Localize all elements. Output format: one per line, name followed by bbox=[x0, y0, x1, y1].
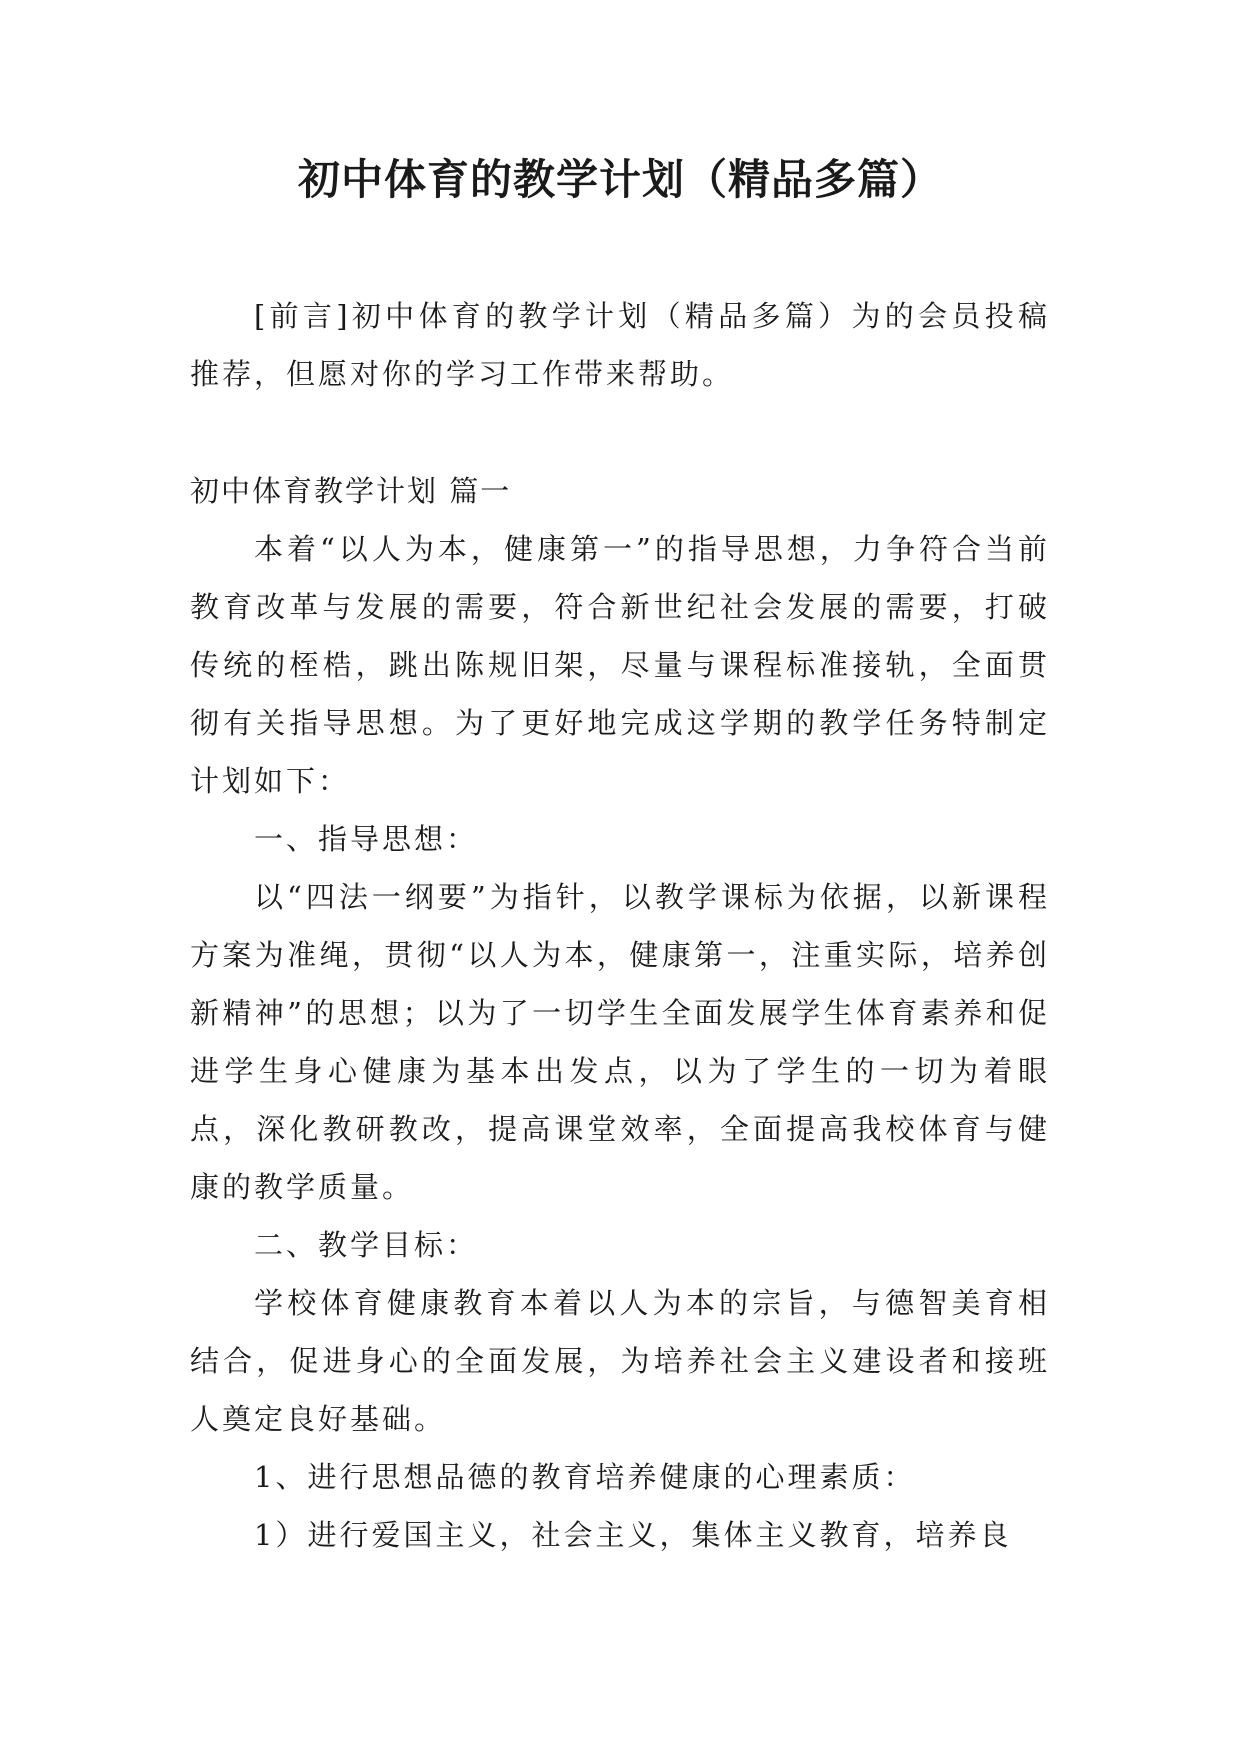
section-body bbox=[190, 520, 1050, 1564]
list-item-1: 1、进行思想品德的教育培养健康的心理素质： bbox=[254, 1460, 916, 1494]
list-item-1-1: 1）进行爱国主义，社会主义，集体主义教育，培养良 bbox=[254, 1518, 1012, 1552]
heading-teaching-goals: 二、教学目标： bbox=[254, 1228, 479, 1262]
heading-guiding-ideology: 一、指导思想： bbox=[254, 822, 479, 856]
paragraph-guiding-ideology: 以“四法一纲要”为指针，以教学课标为依据，以新课程方案为准绳，贯彻“以人为本，健康第一，注重实际，培养创新精神”的思想；以为了一切学生全面发展学生体育素养和促进学生身心健康为基本出发点，以为了学生的一切为着眼点，深化教研教改，提高课堂效率，全面提高我校体育与健康的教学质量。 bbox=[190, 880, 1050, 1204]
document-title: 初中体育的教学计划（精品多篇） bbox=[297, 155, 943, 204]
preface-paragraph: [前言]初中体育的教学计划（精品多篇）为的会员投稿推荐，但愿对你的学习工作带来帮助。 bbox=[190, 299, 1050, 391]
paragraph-intro: 本着“以人为本，健康第一”的指导思想，力争符合当前教育改革与发展的需要，符合新世纪社会发展的需要，打破传统的桎梏，跳出陈规旧架，尽量与课程标准接轨，全面贯彻有关指导思想。为了更好地完成这学期的教学任务特制定计划如下： bbox=[190, 532, 1050, 798]
section-heading: 初中体育教学计划 篇一 bbox=[190, 474, 512, 508]
paragraph-teaching-goals: 学校体育健康教育本着以人为本的宗旨，与德智美育相结合，促进身心的全面发展，为培养社会主义建设者和接班人奠定良好基础。 bbox=[190, 1286, 1050, 1436]
